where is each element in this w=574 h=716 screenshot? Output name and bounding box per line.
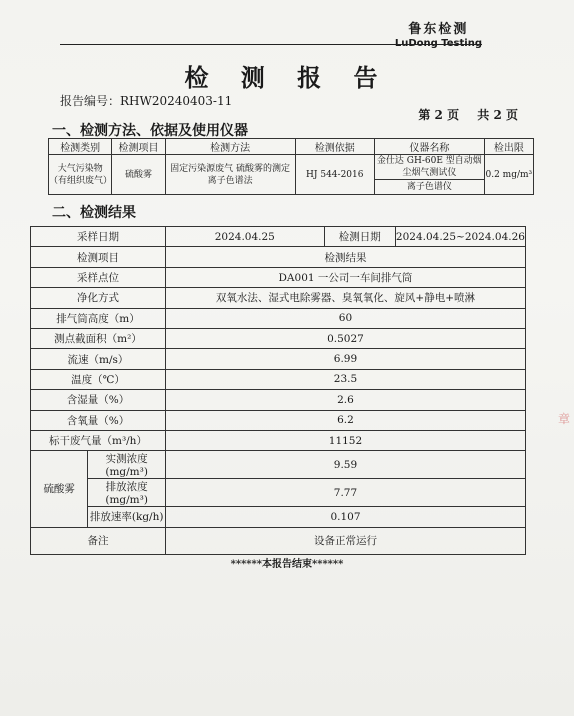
result-header: 检测结果: [165, 247, 525, 267]
row-value: 11152: [165, 430, 525, 450]
table-row: [31, 267, 526, 287]
sampling-date-value: 2024.04.25: [165, 227, 324, 247]
row-label: 含湿量（%）: [31, 390, 166, 410]
item-header: 检测项目: [31, 247, 166, 267]
table-row: [31, 430, 526, 450]
table-row: [31, 328, 526, 348]
row-value: DA001 一公司一车间排气筒: [165, 267, 525, 287]
row-label: 排放浓度(mg/m³): [88, 479, 166, 507]
row-value: 2.6: [165, 390, 525, 410]
section1-title: 一、检测方法、依据及使用仪器: [52, 123, 248, 139]
results-header-row: [31, 247, 526, 267]
row-label: 标干废气量（m³/h）: [31, 430, 166, 450]
table-row: [31, 369, 526, 389]
report-end: ******本报告结束******: [230, 559, 344, 570]
stamp-fragment: [558, 410, 572, 520]
sampling-date-label: 采样日期: [31, 227, 166, 247]
row-label: 采样点位: [31, 267, 166, 287]
row-label: 测点截面积（m²）: [31, 328, 166, 348]
row-value: 6.99: [165, 349, 525, 369]
row-value: 0.107: [165, 507, 525, 527]
method-category: 大气污染物（有组织废气）: [49, 155, 112, 195]
row-value: 0.5027: [165, 328, 525, 348]
col-method: 检测方法: [165, 139, 295, 155]
table-row: [31, 507, 526, 527]
method-instrument-1: 金仕达 GH-60E 型自动烟尘烟气测试仪: [375, 155, 485, 180]
remark-label: 备注: [31, 527, 166, 554]
test-date-label: 检测日期: [324, 227, 395, 247]
col-limit: 检出限: [484, 139, 533, 155]
page-number: 第 2 页: [418, 108, 460, 122]
date-row: [31, 227, 526, 247]
row-label: 净化方式: [31, 288, 166, 308]
method-basis: HJ 544-2016: [295, 155, 374, 195]
test-date-value: 2024.04.25~2024.04.26: [395, 227, 525, 247]
methods-table: [48, 138, 534, 195]
brand-name-en: LuDong Testing: [394, 38, 482, 49]
col-basis: 检测依据: [295, 139, 374, 155]
page-total: 共 2 页: [477, 108, 518, 122]
table-row: [31, 349, 526, 369]
methods-header-row: [49, 139, 534, 155]
row-value: 9.59: [165, 451, 525, 479]
table-row: [31, 288, 526, 308]
table-row: [31, 451, 526, 479]
stamp-text: 章: [558, 412, 571, 426]
report-title: 检 测 报 告: [184, 63, 390, 92]
row-label: 流速（m/s）: [31, 349, 166, 369]
header-divider: [60, 44, 482, 45]
method-limit: 0.2 mg/m³: [484, 155, 533, 195]
col-category: 检测类别: [49, 139, 112, 155]
results-table: [30, 226, 526, 555]
table-row: [31, 390, 526, 410]
method-instrument-2: 离子色谱仪: [375, 180, 485, 195]
row-value: 60: [165, 308, 525, 328]
row-label: 含氧量（%）: [31, 410, 166, 430]
table-row: [31, 479, 526, 507]
method-item: 硫酸雾: [112, 155, 165, 195]
method-method: 固定污染源废气 硫酸雾的测定 离子色谱法: [165, 155, 295, 195]
row-label: 实测浓度(mg/m³): [88, 451, 166, 479]
row-label: 排放速率(kg/h): [88, 507, 166, 527]
col-instrument: 仪器名称: [375, 139, 485, 155]
row-value: 6.2: [165, 410, 525, 430]
methods-row: [49, 155, 534, 180]
row-label: 温度（℃）: [31, 369, 166, 389]
page-info: [404, 106, 518, 123]
col-item: 检测项目: [112, 139, 165, 155]
table-row: [31, 410, 526, 430]
row-label: 排气筒高度（m）: [31, 308, 166, 328]
row-value: 双氧水法、湿式电除雾器、臭氧氧化、旋风+静电+喷淋: [165, 288, 525, 308]
row-value: 7.77: [165, 479, 525, 507]
section2-title: 二、检测结果: [52, 205, 136, 221]
remark-value: 设备正常运行: [165, 527, 525, 554]
remark-row: [31, 527, 526, 554]
report-number: 报告编号：RHW20240403-11: [60, 94, 233, 108]
group-label: 硫酸雾: [31, 451, 88, 527]
brand-name-cn: 鲁东检测: [408, 22, 469, 37]
table-row: [31, 308, 526, 328]
row-value: 23.5: [165, 369, 525, 389]
